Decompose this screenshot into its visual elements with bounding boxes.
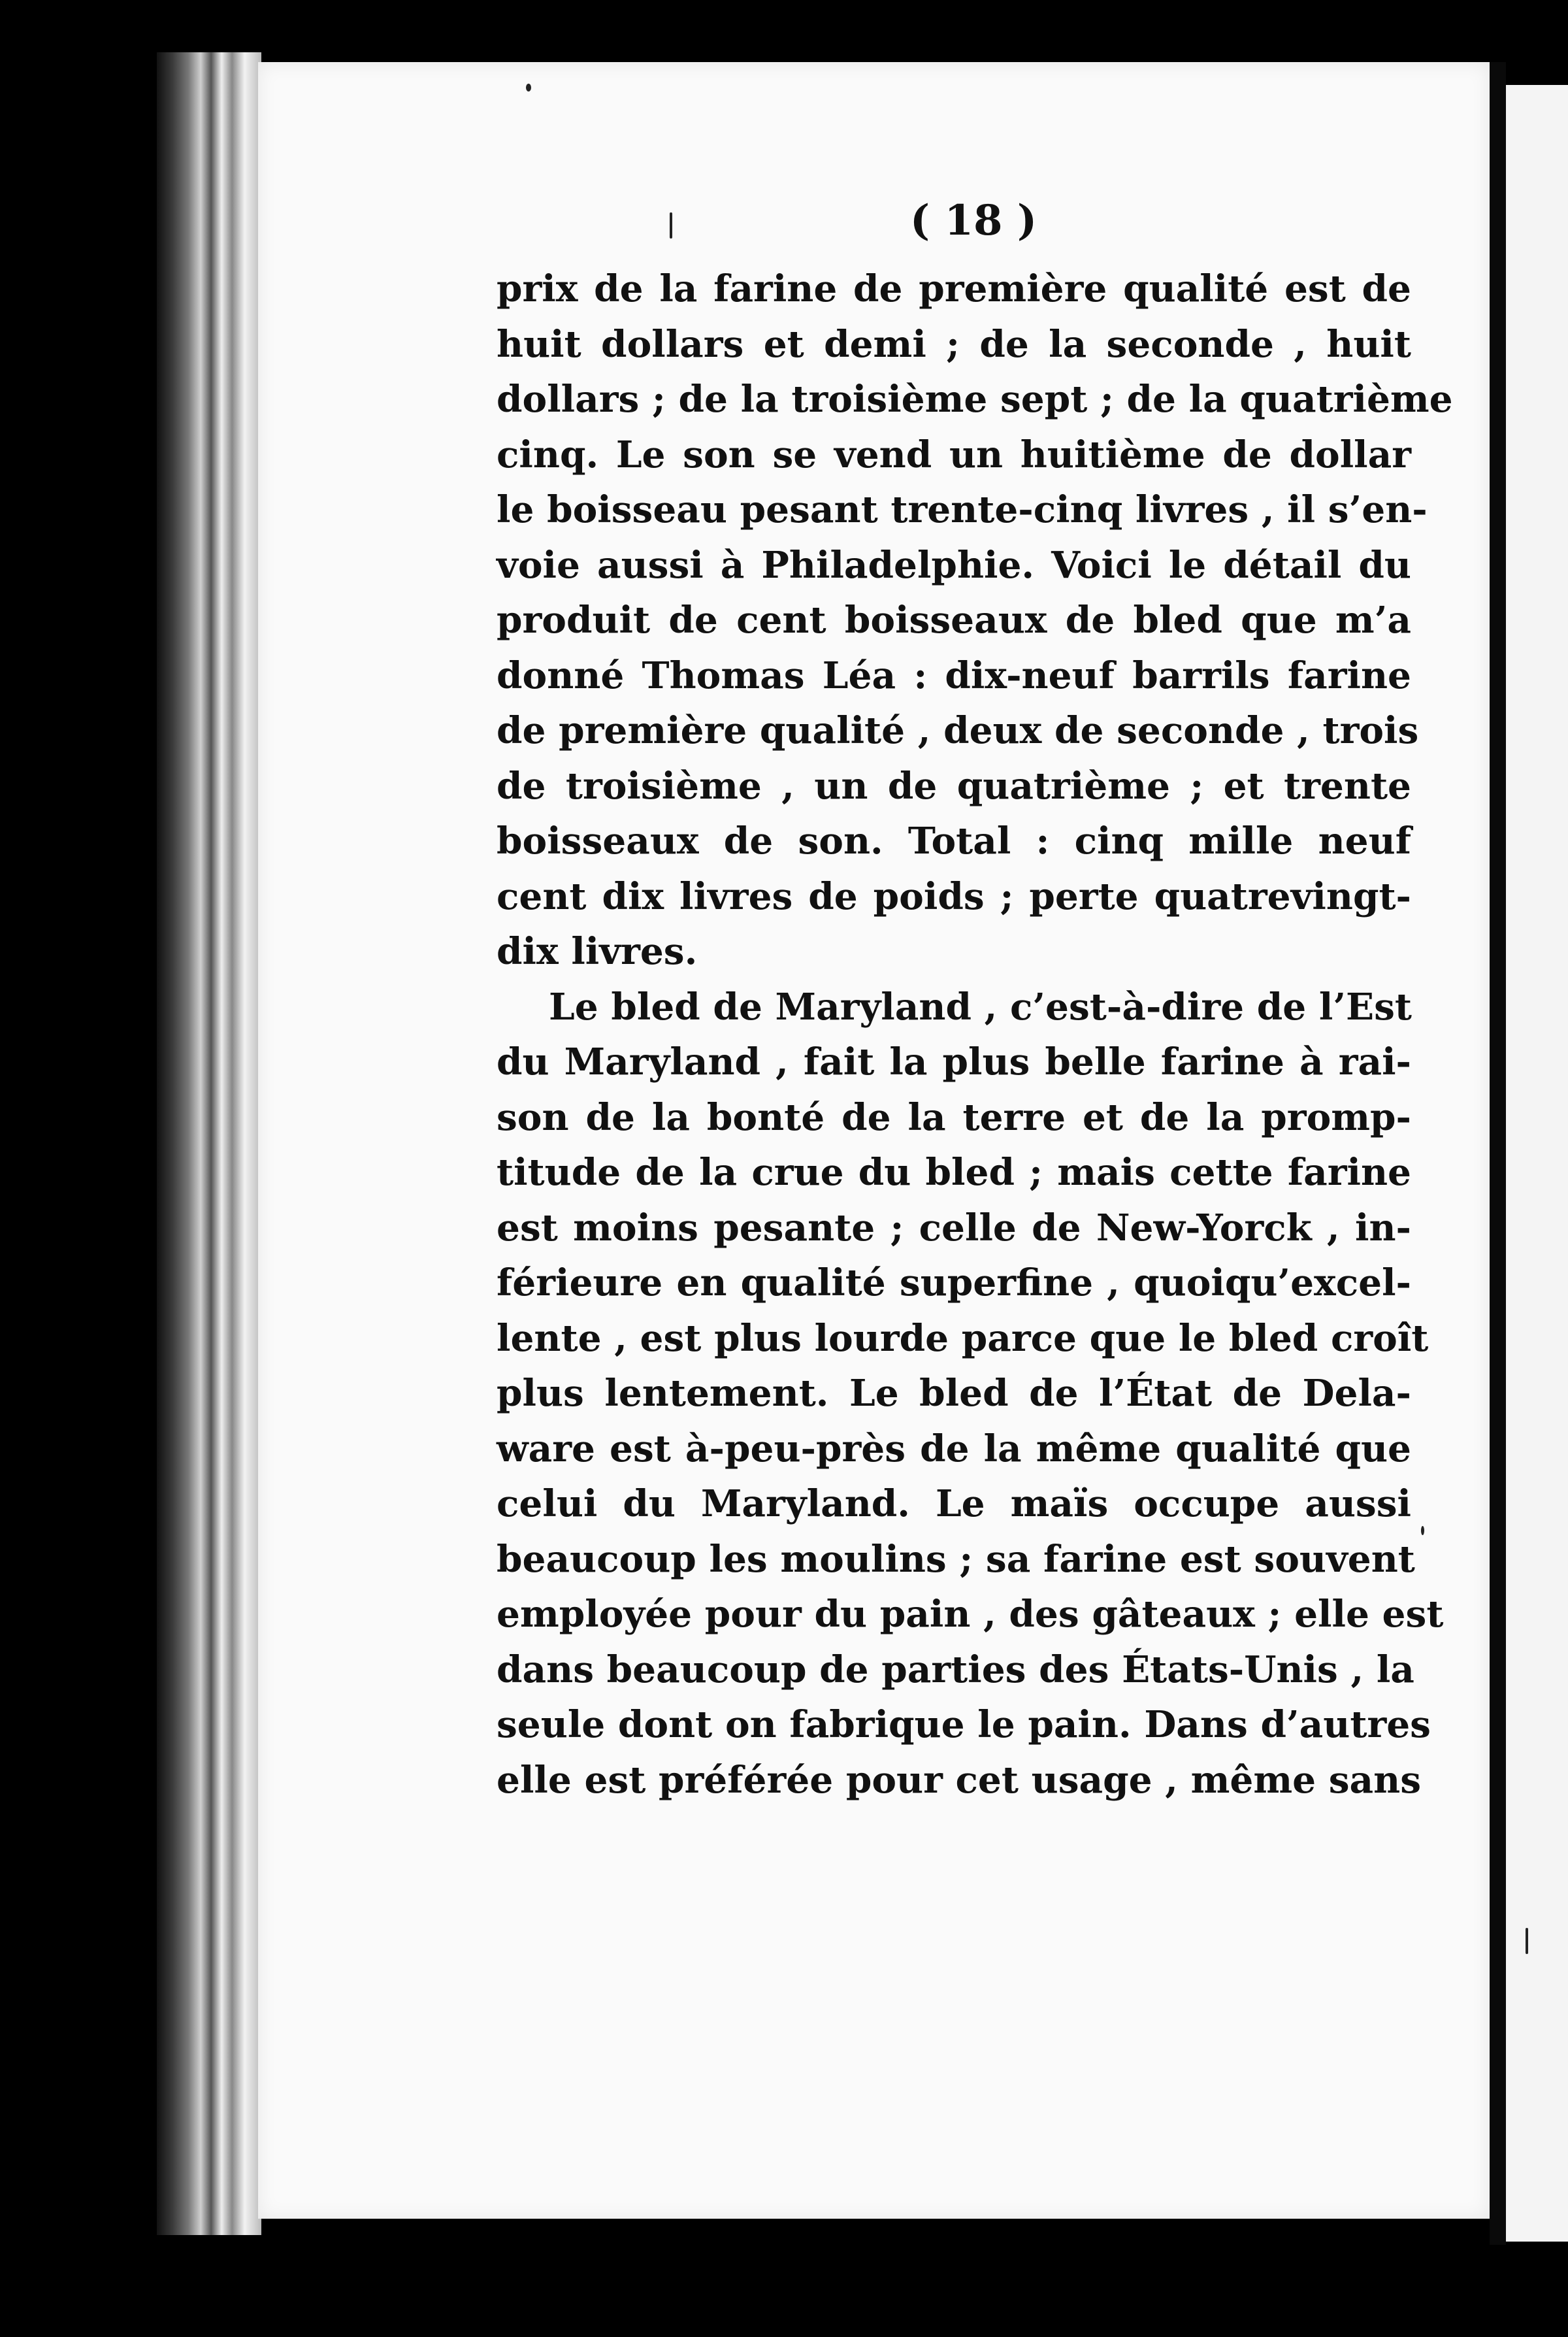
book-binding-edge [157,52,261,2235]
text-line: dix livres. [497,930,698,973]
text-line: dollars ; de la troisième sept ; de la quatrième [497,378,1453,421]
ink-speck [1421,1526,1424,1535]
text-line: lente , est plus lourde parce que le bled croît [497,1316,1429,1360]
paragraph-1 [497,261,1453,980]
page-gutter-shadow [1490,62,1506,2245]
text-line: celui du Maryland. Le maïs occupe aussi [497,1482,1411,1525]
text-line: prix de la farine de première qualité est de [497,267,1411,310]
text-line: de troisième , un de quatrième ; et trente [497,764,1411,808]
text-line: du Maryland , fait la plus belle farine à rai- [497,1040,1411,1084]
text-line: férieure en qualité superfine , quoiqu’excel- [497,1261,1411,1304]
text-line: voie aussi à Philadelphie. Voici le détail du [497,543,1411,587]
text-line: cent dix livres de poids ; perte quatrevingt- [497,874,1411,918]
text-line: dans beaucoup de parties des États-Unis , la [497,1648,1414,1691]
text-line: donné Thomas Léa : dix-neuf barrils farine [497,654,1411,697]
text-line: est moins pesante ; celle de New-Yorck , in- [497,1206,1411,1250]
ink-speck [670,212,672,239]
facing-page-edge [1506,85,1568,2242]
text-line: cinq. Le son se vend un huitième de dollar [497,433,1411,476]
ink-speck [1526,1928,1528,1954]
ink-speck [526,84,531,91]
text-line: son de la bonté de la terre et de la promp- [497,1095,1411,1139]
text-line: ware est à-peu-près de la même qualité que [497,1427,1411,1470]
page-body-text [497,261,1453,1808]
page-number: ( 18 ) [909,196,1037,245]
text-line: produit de cent boisseaux de bled que m’a [497,599,1411,642]
text-line: Le bled de Maryland , c’est-à-dire de l’Est [549,985,1412,1029]
text-line: beaucoup les moulins ; sa farine est souvent [497,1537,1415,1581]
text-line: de première qualité , deux de seconde , trois [497,709,1419,752]
text-line: elle est préférée pour cet usage , même sans [497,1758,1422,1802]
text-line: titude de la crue du bled ; mais cette farine [497,1151,1411,1194]
text-line: le boisseau pesant trente-cinq livres , il s’en- [497,488,1428,531]
text-line: employée pour du pain , des gâteaux ; elle est [497,1593,1444,1636]
text-line: seule dont on fabrique le pain. Dans d’autres [497,1703,1431,1746]
text-line: boisseaux de son. Total : cinq mille neuf [497,820,1411,863]
text-line: plus lentement. Le bled de l’État de Dela- [497,1372,1411,1415]
text-line: huit dollars et demi ; de la seconde , huit [497,322,1411,366]
paragraph-2 [497,980,1444,1808]
